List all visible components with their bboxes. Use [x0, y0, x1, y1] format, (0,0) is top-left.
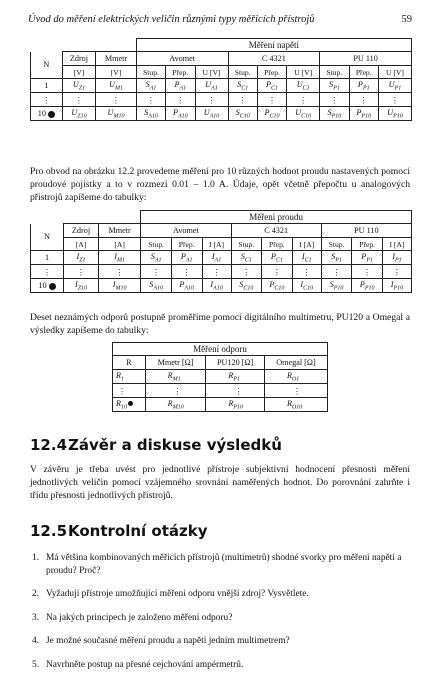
cell-symbol: R: [167, 370, 173, 380]
cell-subscript: C10: [269, 113, 280, 120]
table-row: [113, 370, 328, 384]
list-item: [30, 588, 408, 601]
col-mmetr: Mmetr: [98, 224, 140, 238]
cell-symbol: S: [331, 251, 336, 261]
cell-subscript: A1: [149, 85, 157, 92]
cell-subscript: O1: [291, 376, 300, 383]
cell-symbol: 1: [44, 253, 50, 262]
table-row: [31, 279, 412, 293]
table-cell: [171, 251, 202, 265]
table-cell: [228, 107, 257, 121]
cell-subscript: C10: [301, 113, 312, 120]
cell-subscript: P10: [331, 113, 342, 120]
table-cell: [136, 79, 165, 93]
cell-symbol: U: [107, 107, 114, 117]
cell-symbol: U: [72, 79, 79, 89]
ellipsis-cell: ⋮: [62, 93, 95, 107]
table-cell: [231, 279, 262, 293]
col-zdroj: Zdroj: [64, 224, 99, 238]
cell-symbol: I: [300, 279, 304, 289]
cell-subscript: P10: [364, 285, 375, 292]
col-omegal: Omegal [Ω]: [264, 356, 327, 370]
table-cell: [349, 107, 378, 121]
ellipsis-cell: ⋮: [231, 265, 262, 279]
cell-symbol: P: [359, 279, 365, 289]
cell-subscript: C1: [241, 85, 249, 92]
table-cell: [31, 251, 64, 265]
table-cell: [96, 107, 137, 121]
ellipsis-cell: ⋮: [206, 384, 265, 398]
question-number: 2.: [32, 589, 40, 600]
table-cell: [206, 370, 265, 384]
ellipsis-cell: ⋮: [320, 93, 349, 107]
ellipsis-cell: ⋮: [171, 265, 202, 279]
ellipsis-cell: ⋮: [228, 93, 257, 107]
cell-subscript: M10: [113, 113, 125, 120]
cell-subscript: Z10: [77, 285, 88, 292]
section-number: 12.5: [30, 522, 68, 540]
sub-header: Přep.: [166, 66, 195, 79]
ellipsis-cell: ⋮: [287, 93, 320, 107]
sub-header: Přep.: [352, 238, 383, 251]
cell-symbol: P: [361, 251, 367, 261]
cell-subscript: P1: [366, 257, 373, 264]
cell-symbol: I: [210, 279, 214, 289]
cell-subscript: M10: [172, 404, 184, 411]
cell-subscript: P10: [333, 285, 344, 292]
ellipsis-cell: ⋮: [352, 265, 383, 279]
cell-symbol: U: [205, 79, 212, 89]
page-number: 59: [401, 14, 412, 25]
ellipsis-cell: ⋮: [145, 384, 206, 398]
table-cell: [98, 251, 140, 265]
table-cell: [166, 79, 195, 93]
table-cell: [62, 79, 95, 93]
ellipsis-cell: ⋮: [292, 265, 321, 279]
cell-subscript: O10: [291, 404, 303, 411]
table-row: [31, 79, 412, 93]
table-cell: [231, 251, 262, 265]
unit-mmetr: [A]: [98, 238, 140, 251]
cell-symbol: I: [392, 251, 395, 261]
table-cell: [195, 79, 228, 93]
table-row-ellipsis: [113, 384, 328, 398]
table-cell: [320, 79, 349, 93]
sub-header: I [A]: [382, 238, 411, 251]
cell-subscript: A10: [184, 285, 195, 292]
cell-subscript: A1: [211, 85, 218, 92]
cell-symbol: U: [296, 79, 303, 89]
table-cell: [136, 107, 165, 121]
voltage-table: [30, 38, 412, 121]
cell-symbol: U: [109, 79, 115, 89]
sub-header: Stup.: [141, 238, 172, 251]
cell-symbol: P: [174, 79, 180, 89]
cell-symbol: S: [239, 279, 244, 289]
table-cell: [352, 251, 383, 265]
col-pu120: PU120 [Ω]: [206, 356, 265, 370]
cell-subscript: A10: [148, 113, 158, 120]
cell-subscript: P10: [393, 285, 404, 292]
table-cell: [113, 398, 146, 412]
table-cell: [320, 107, 349, 121]
ellipsis-cell: ⋮: [202, 265, 231, 279]
sub-header: I [A]: [202, 238, 231, 251]
question-text: Na jakých principech je založeno měření odporu?: [46, 612, 233, 623]
table-row-ellipsis: [31, 93, 412, 107]
cell-symbol: S: [329, 79, 334, 89]
question-number: 1.: [32, 553, 40, 563]
table-cell: [257, 79, 286, 93]
cell-subscript: C10: [303, 285, 314, 292]
cell-subscript: P1: [335, 257, 342, 264]
cell-symbol: S: [327, 107, 332, 117]
sub-header: U [V]: [195, 66, 228, 79]
list-item: [30, 552, 408, 577]
cell-symbol: I: [76, 251, 80, 261]
table-cell: [382, 251, 411, 265]
table-cell: [206, 398, 265, 412]
section-heading: [30, 522, 207, 540]
table-cell: [96, 79, 137, 93]
cell-symbol: 10: [37, 109, 46, 118]
cell-subscript: P1: [362, 85, 370, 92]
sub-header: Stup.: [136, 66, 165, 79]
paragraph: Pro obvod na obrázku 12.2 provedeme měření pro 10 různých hodnot proudu nastavených pomocí proudové pojistky a to v rozmezí 0.01 – 1.0 A. Údaje, opět včetně přepočtu u analogových přístrojů zapíšeme do tabulky:: [30, 166, 410, 203]
sub-header: Přep.: [349, 66, 378, 79]
ink-blot-icon: [128, 401, 133, 406]
table-cell: [64, 279, 99, 293]
ellipsis-cell: ⋮: [264, 384, 327, 398]
table-row: [31, 251, 412, 265]
ellipsis-cell: ⋮: [141, 265, 172, 279]
list-item: [30, 612, 408, 625]
ellipsis-cell: ⋮: [136, 93, 165, 107]
col-avomet: Avomet: [141, 224, 231, 238]
col-n: N: [31, 224, 64, 251]
cell-symbol: I: [112, 279, 116, 289]
table-cell: [378, 79, 411, 93]
cell-subscript: Z10: [77, 113, 87, 120]
cell-subscript: C1: [275, 257, 283, 264]
ellipsis-cell: ⋮: [321, 265, 352, 279]
sub-header: U [V]: [378, 66, 411, 79]
col-pu110: PU 110: [321, 224, 411, 238]
section-heading: [30, 436, 282, 454]
cell-subscript: A10: [178, 113, 188, 120]
ellipsis-cell: ⋮: [98, 265, 140, 279]
table-cell: [31, 79, 63, 93]
current-table-caption: Měření proudu: [141, 211, 412, 224]
cell-subscript: A1: [154, 257, 162, 264]
cell-symbol: S: [235, 107, 240, 117]
paragraph: Deset neznámých odporů postupně proměříme pomocí digitálního multimetru, PU120 a Omegal a výsledky zapíšeme do tabulky:: [30, 312, 410, 336]
cell-symbol: R: [116, 398, 122, 408]
ellipsis-cell: ⋮: [262, 265, 293, 279]
cell-subscript: C10: [274, 285, 285, 292]
col-avomet: Avomet: [136, 52, 228, 66]
table-cell: [378, 107, 411, 121]
cell-symbol: S: [329, 279, 334, 289]
current-table: [30, 210, 412, 293]
cell-subscript: 10: [121, 404, 128, 411]
unit-zdroj: [A]: [64, 238, 99, 251]
cell-subscript: P1: [333, 85, 340, 92]
cell-symbol: S: [145, 79, 150, 89]
table-row: [31, 107, 412, 121]
cell-symbol: S: [240, 251, 245, 261]
table-cell: [321, 251, 352, 265]
sub-header: Přep.: [262, 238, 293, 251]
table-cell: [141, 251, 172, 265]
ellipsis-cell: ⋮: [96, 93, 137, 107]
cell-subscript: A1: [185, 257, 193, 264]
cell-subscript: P10: [233, 404, 244, 411]
cell-subscript: A10: [213, 285, 223, 292]
col-r: R: [113, 356, 146, 370]
question-number: 5.: [32, 659, 40, 670]
ellipsis-cell: ⋮: [382, 265, 411, 279]
cell-symbol: S: [237, 79, 242, 89]
table-cell: [202, 251, 231, 265]
cell-symbol: I: [114, 251, 117, 261]
cell-subscript: C1: [244, 257, 252, 264]
table-cell: [382, 279, 411, 293]
cell-subscript: P1: [394, 85, 402, 92]
table-cell: [64, 251, 99, 265]
table-cell: [31, 279, 64, 293]
cell-symbol: U: [203, 107, 210, 117]
paragraph: V závěru je třeba uvést pro jednotlivé přístroje subjektivní hodnocení přesnosti měření jednotlivých veličin pomocí vzájemného srovnání naměřených hodnot. Do porovnání zahrňte i třídu přesnosti jednotlivých přístrojů.: [30, 464, 410, 501]
ellipsis-cell: ⋮: [195, 93, 228, 107]
table-cell: [257, 107, 286, 121]
table-cell: [145, 398, 206, 412]
cell-subscript: P10: [393, 113, 403, 120]
col-mmetr: Mmetr [Ω]: [145, 356, 206, 370]
cell-symbol: R: [286, 398, 292, 408]
cell-subscript: M10: [115, 285, 127, 292]
cell-symbol: R: [116, 370, 122, 380]
section-title: Kontrolní otázky: [68, 522, 208, 540]
cell-symbol: R: [228, 370, 234, 380]
cell-symbol: U: [71, 107, 78, 117]
sub-header: I [A]: [292, 238, 321, 251]
cell-subscript: C10: [243, 285, 254, 292]
sub-header: Stup.: [228, 66, 257, 79]
cell-subscript: P1: [395, 257, 402, 264]
table-cell: [62, 107, 95, 121]
cell-subscript: P10: [361, 113, 372, 120]
sub-header: Stup.: [320, 66, 349, 79]
cell-symbol: P: [357, 79, 363, 89]
cell-subscript: M1: [172, 376, 181, 383]
resistance-table: [112, 342, 328, 412]
cell-subscript: C1: [302, 85, 310, 92]
cell-subscript: Z1: [78, 85, 86, 92]
ellipsis-cell: ⋮: [31, 93, 63, 107]
cell-symbol: R: [167, 398, 173, 408]
col-mmetr: Mmetr: [96, 52, 137, 66]
cell-symbol: P: [180, 251, 186, 261]
col-zdroj: Zdroj: [62, 52, 95, 66]
cell-symbol: 10: [38, 281, 47, 290]
cell-symbol: P: [269, 279, 275, 289]
cell-subscript: A1: [214, 257, 222, 264]
col-pu110: PU 110: [320, 52, 412, 66]
running-header: [28, 12, 412, 30]
table-cell: [98, 279, 140, 293]
table-cell: [349, 79, 378, 93]
table-cell: [287, 79, 320, 93]
table-cell: [292, 251, 321, 265]
cell-subscript: C1: [271, 85, 279, 92]
cell-symbol: I: [74, 279, 78, 289]
table-cell: [195, 107, 228, 121]
ink-blot-icon: [49, 283, 56, 290]
sub-header: Stup.: [321, 238, 352, 251]
voltage-table-caption: Měření napětí: [136, 39, 411, 52]
ellipsis-cell: ⋮: [31, 265, 64, 279]
cell-symbol: U: [388, 79, 395, 89]
cell-symbol: I: [211, 251, 215, 261]
table-cell: [264, 398, 327, 412]
table-cell: [166, 107, 195, 121]
question-list: [30, 552, 408, 683]
cell-symbol: P: [356, 107, 362, 117]
sub-header: Stup.: [231, 238, 262, 251]
ellipsis-cell: ⋮: [113, 384, 146, 398]
table-cell: [145, 370, 206, 384]
list-item: [30, 659, 408, 672]
table-cell: [352, 279, 383, 293]
unit-mmetr: [V]: [96, 66, 137, 79]
ellipsis-cell: ⋮: [257, 93, 286, 107]
ellipsis-cell: ⋮: [166, 93, 195, 107]
cell-symbol: I: [390, 279, 394, 289]
cell-symbol: S: [144, 107, 149, 117]
question-text: Má většina kombinovaných měřicích přístrojů (multimetrů) shodné svorky pro měření napětí a proudu? Proč?: [46, 553, 402, 576]
cell-subscript: A10: [153, 285, 163, 292]
cell-subscript: Z1: [79, 257, 86, 264]
sub-header: U [V]: [287, 66, 320, 79]
sub-header: Přep.: [171, 238, 202, 251]
question-number: 3.: [32, 612, 40, 623]
question-text: Je možné současné měření proudu a napětí jedním multimetrem?: [46, 636, 290, 647]
unit-zdroj: [V]: [62, 66, 95, 79]
cell-symbol: P: [172, 107, 178, 117]
ink-blot-icon: [48, 111, 55, 118]
cell-symbol: I: [301, 251, 305, 261]
cell-symbol: P: [266, 79, 272, 89]
list-item: [30, 635, 408, 648]
running-title: Úvod do měření elektrických veličin různými typy měřicích přístrojů: [28, 14, 315, 25]
table-cell: [321, 279, 352, 293]
cell-symbol: P: [270, 251, 276, 261]
ellipsis-cell: ⋮: [349, 93, 378, 107]
cell-subscript: M1: [117, 257, 125, 264]
table-cell: [292, 279, 321, 293]
question-number: 4.: [32, 636, 40, 647]
resistance-table-caption: Měření odporu: [113, 343, 328, 356]
table-cell: [141, 279, 172, 293]
table-cell: [287, 107, 320, 121]
table-cell: [202, 279, 231, 293]
sub-header: Přep.: [257, 66, 286, 79]
table-cell: [113, 370, 146, 384]
cell-symbol: R: [228, 398, 234, 408]
cell-symbol: 1: [44, 81, 49, 90]
question-text: Vyžadují přístroje umožňující měření odporu vnější zdroj? Vysvětlete.: [46, 589, 309, 600]
cell-symbol: S: [149, 279, 154, 289]
table-row: [113, 398, 328, 412]
cell-symbol: P: [264, 107, 270, 117]
col-c4321: C 4321: [231, 224, 321, 238]
table-cell: [262, 251, 293, 265]
cell-subscript: P1: [233, 376, 241, 383]
table-cell: [31, 107, 63, 121]
table-cell: [171, 279, 202, 293]
cell-subscript: M1: [114, 85, 123, 92]
table-cell: [264, 370, 327, 384]
ellipsis-cell: ⋮: [64, 265, 99, 279]
table-cell: [228, 79, 257, 93]
cell-subscript: A1: [179, 85, 187, 92]
cell-subscript: A10: [209, 113, 220, 120]
section-title: Závěr a diskuse výsledků: [68, 436, 282, 454]
cell-symbol: U: [295, 107, 302, 117]
table-cell: [262, 279, 293, 293]
table-row-ellipsis: [31, 265, 412, 279]
section-number: 12.4: [30, 436, 68, 454]
cell-subscript: 1: [121, 376, 125, 383]
question-text: Navrhněte postup na přesné cejchování ampérmetrů.: [46, 659, 244, 670]
cell-symbol: U: [387, 107, 394, 117]
page: [28, 12, 412, 670]
ellipsis-cell: ⋮: [378, 93, 411, 107]
cell-symbol: R: [286, 370, 292, 380]
col-n: N: [31, 52, 63, 79]
cell-subscript: C10: [239, 113, 250, 120]
cell-symbol: P: [179, 279, 185, 289]
col-c4321: C 4321: [228, 52, 320, 66]
cell-symbol: S: [150, 251, 155, 261]
cell-subscript: C1: [304, 257, 312, 264]
